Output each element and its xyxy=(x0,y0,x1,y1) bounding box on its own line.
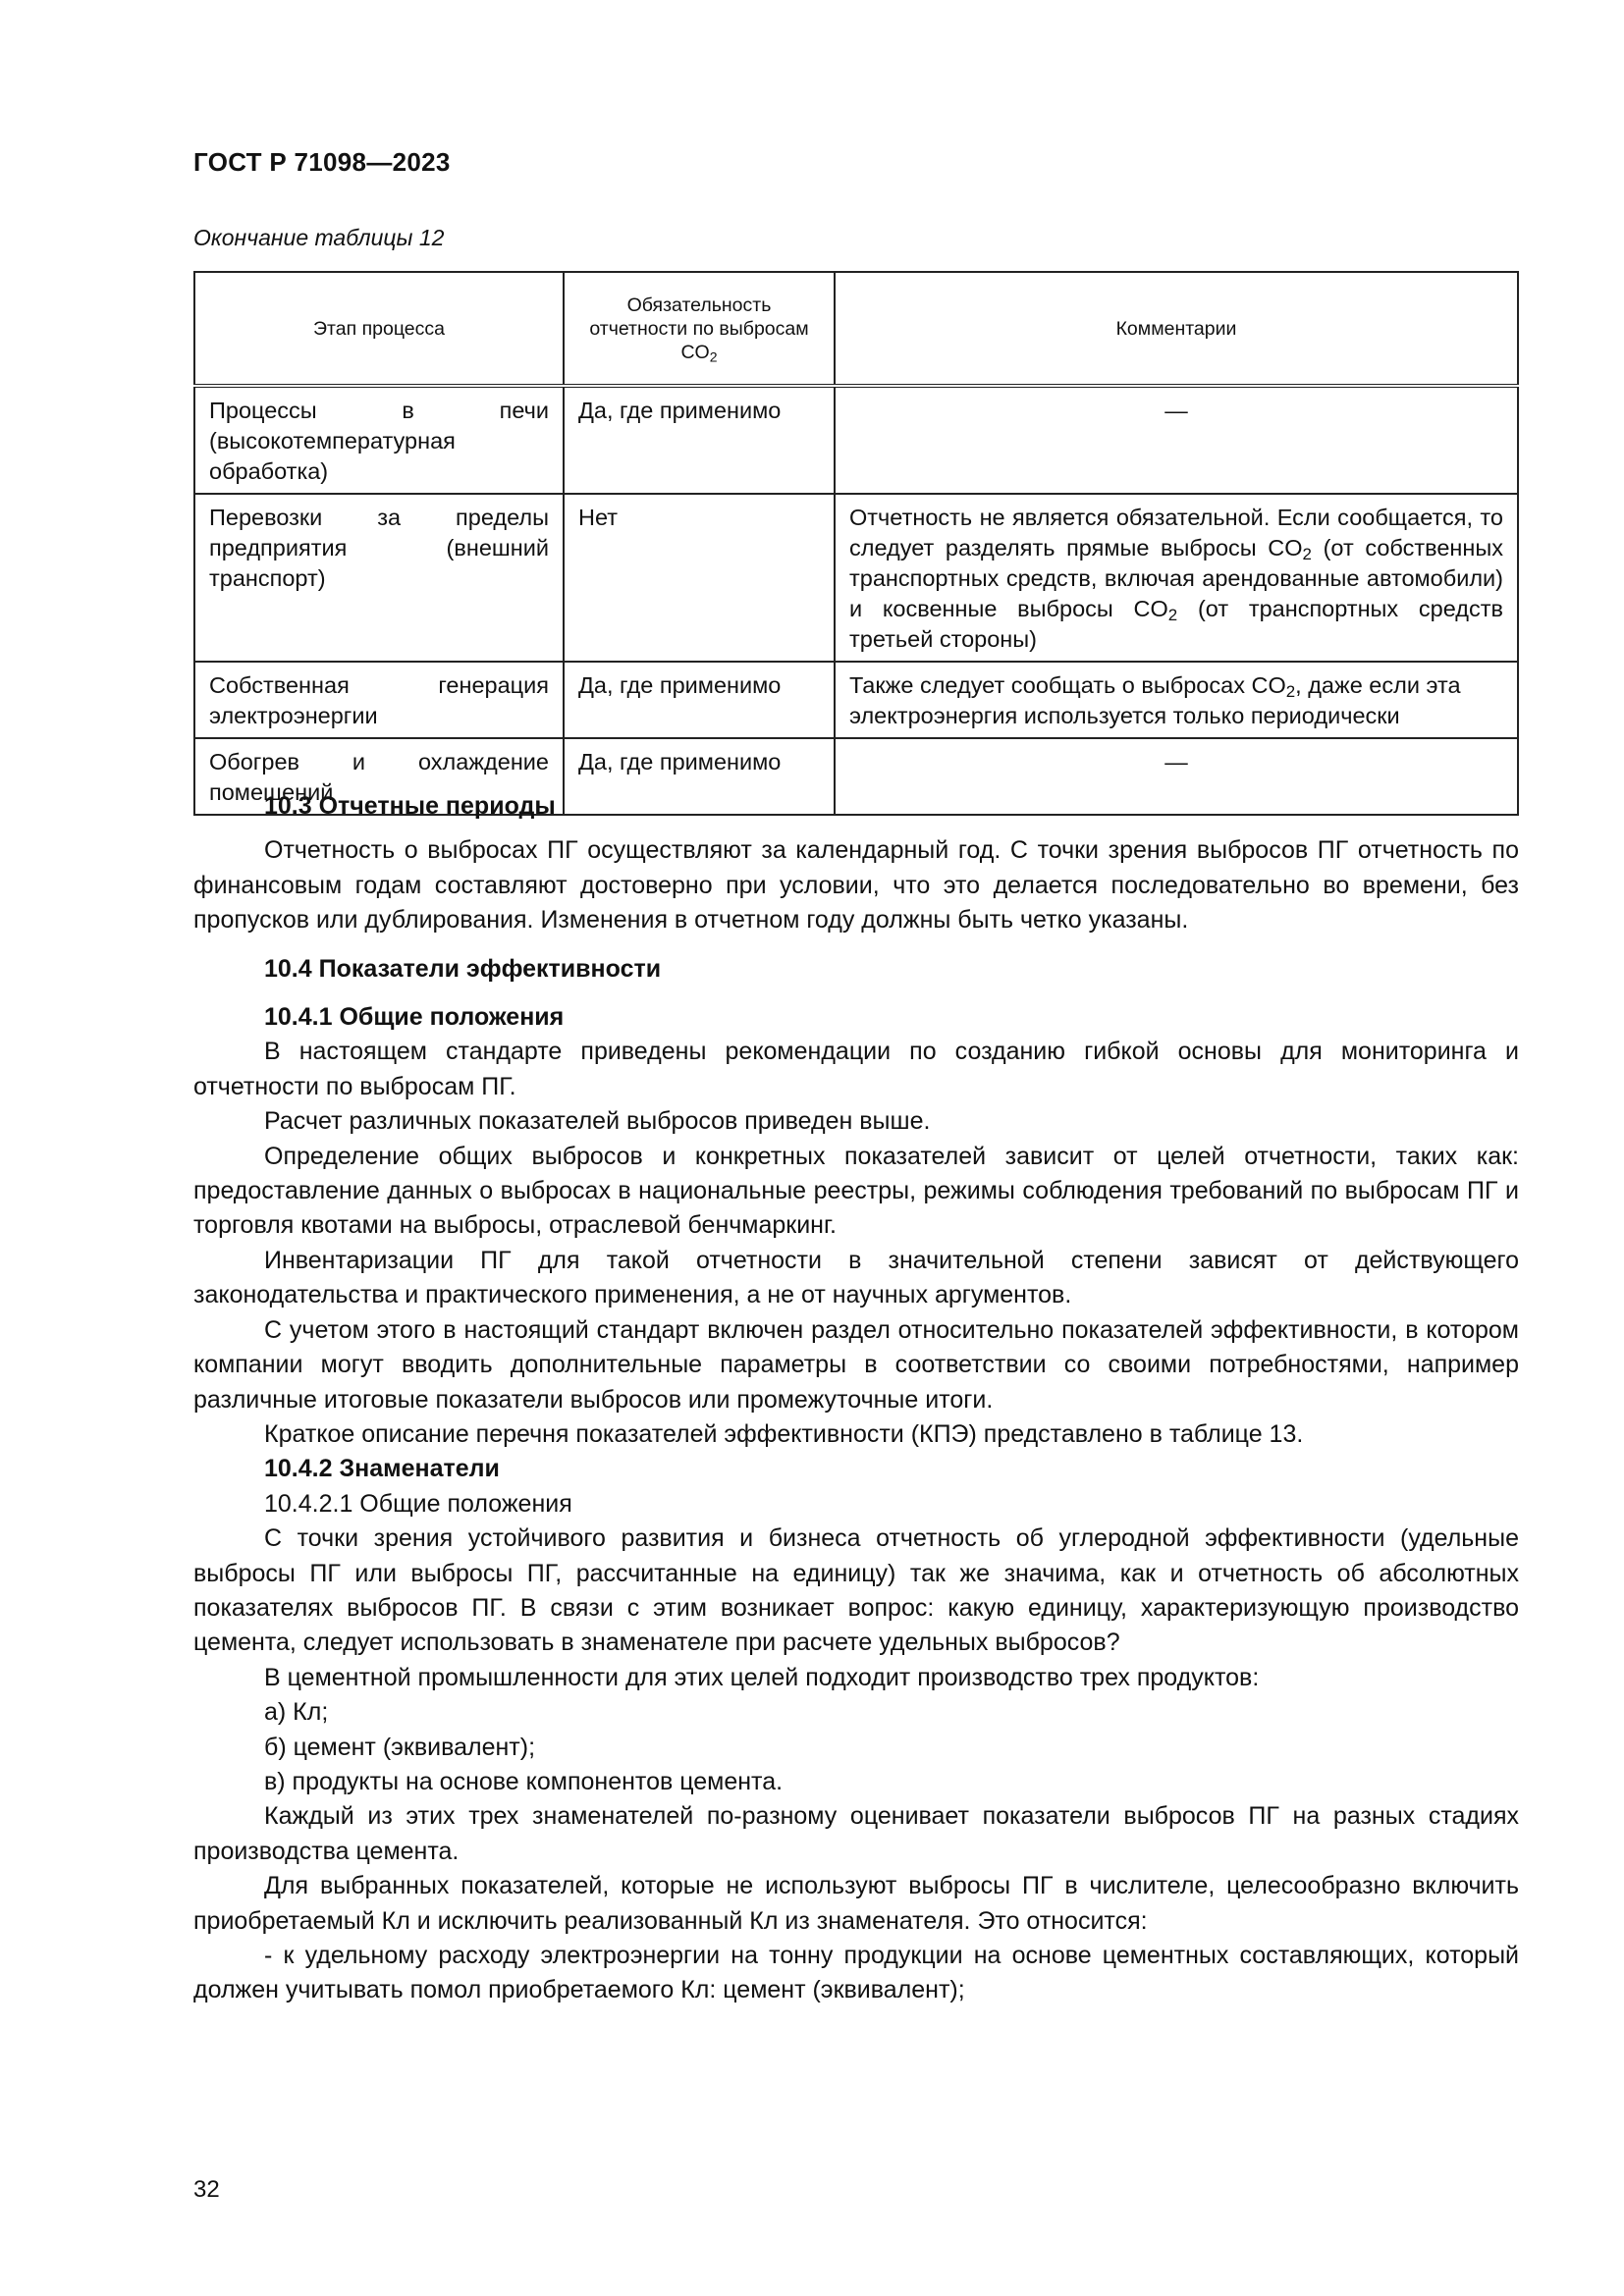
cell-mandatory: Нет xyxy=(564,494,835,662)
paragraph: В цементной промышленности для этих целей подходит производство трех продуктов: xyxy=(264,1663,1260,1691)
table-caption: Окончание таблицы 12 xyxy=(193,225,445,250)
cell-mandatory: Да, где применимо xyxy=(564,738,835,815)
table-12 xyxy=(193,271,1519,816)
list-item: б) цемент (эквивалент); xyxy=(264,1733,536,1761)
section-10-4-1-heading: 10.4.1 Общие положения xyxy=(264,1003,565,1032)
paragraph: С точки зрения устойчивого развития и бизнеса отчетность об углеродной эффективности (удельные выбросы ПГ или выбросы ПГ, рассчитанные на единицу) так же значима, как и отчетность об абсолютных показателях выбросов ПГ. В связи с этим возникает вопрос: какую единицу, характеризующую производство цемента, следует использовать в знаменателе при расчете удельных выбросов? xyxy=(193,1524,1519,1657)
section-10-4-2-heading: 10.4.2 Знаменатели xyxy=(264,1455,500,1483)
cell-comment: Также следует сообщать о выбросах $CO_2$, даже если эта электроэнергия используется только периодически xyxy=(835,662,1518,738)
col-header-mandatory: Обязательность отчетности по выбросам $CO_2$ xyxy=(564,272,835,386)
table-row xyxy=(194,494,1518,662)
paragraph: В настоящем стандарте приведены рекомендации по созданию гибкой основы для мониторинга и отчетности по выбросам ПГ. xyxy=(193,1038,1519,1100)
cell-stage: Обогрев и охлаждение помещений xyxy=(194,738,564,815)
table-header-row xyxy=(194,272,1518,386)
paragraph: Краткое описание перечня показателей эффективности (КПЭ) представлено в таблице 13. xyxy=(264,1419,1304,1448)
paragraph: Инвентаризации ПГ для такой отчетности в значительной степени зависят от действующего законодательства и практического применения, а не от научных аргументов. xyxy=(193,1246,1519,1309)
section-10-4-heading: 10.4 Показатели эффективности xyxy=(264,954,662,983)
cell-mandatory: Да, где применимо xyxy=(564,662,835,738)
paragraph: Отчетность о выбросах ПГ осуществляют за календарный год. С точки зрения выбросов ПГ отчетность по финансовым годам составляют достоверно при условии, что это делается последовательно во времени, без пропусков или дублирования. Изменения в отчетном году должны быть четко указаны. xyxy=(193,836,1519,934)
paragraph: С учетом этого в настоящий стандарт включен раздел относительно показателей эффективности, в котором компании могут вводить дополнительные параметры в соответствии со своими потребностями, например различные итоговые показатели выбросов или промежуточные итоги. xyxy=(193,1315,1519,1414)
paragraph: Расчет различных показателей выбросов приведен выше. xyxy=(264,1107,931,1136)
cell-comment: — xyxy=(835,386,1518,494)
cell-comment: Отчетность не является обязательной. Если сообщается, то следует разделять прямые выбросы $CO_2$ (от собственных транспортных средств, включая арендованные автомобили) и косвенные выбросы $CO_2$ (от транспортных средств третьей стороны) xyxy=(835,494,1518,662)
list-item: в) продукты на основе компонентов цемента. xyxy=(264,1767,784,1795)
paragraph: - к удельному расходу электроэнергии на тонну продукции на основе цементных составляющих, который должен учитывать помол приобретаемого Кл: цемент (эквивалент); xyxy=(193,1942,1519,2004)
cell-stage: Перевозки за пределы предприятия (внешний транспорт) xyxy=(194,494,564,662)
cell-comment: — xyxy=(835,738,1518,815)
document-code: ГОСТ Р 71098—2023 xyxy=(193,147,451,177)
section-10-4-2-1-heading: 10.4.2.1 Общие положения xyxy=(264,1489,572,1518)
list-item: а) Кл; xyxy=(264,1698,329,1727)
section-10-3-heading: 10.3 Отчетные периоды xyxy=(264,792,556,820)
paragraph: Определение общих выбросов и конкретных показателей зависит от целей отчетности, таких как: предоставление данных о выбросах в национальные реестры, режимы соблюдения требований по выбросам ПГ и торговля квотами на выбросы, отраслевой бенчмаркинг. xyxy=(193,1142,1519,1240)
table-row xyxy=(194,386,1518,494)
cell-stage: Собственная генерация электроэнергии xyxy=(194,662,564,738)
table-row xyxy=(194,662,1518,738)
document-body xyxy=(193,789,1519,2008)
paragraph: Для выбранных показателей, которые не используют выбросы ПГ в числителе, целесообразно включить приобретаемый Кл и исключить реализованный Кл из знаменателя. Это относится: xyxy=(193,1872,1519,1935)
paragraph: Каждый из этих трех знаменателей по-разному оценивает показатели выбросов ПГ на разных стадиях производства цемента. xyxy=(193,1802,1519,1865)
cell-mandatory: Да, где применимо xyxy=(564,386,835,494)
col-header-comments: Комментарии xyxy=(835,272,1518,386)
cell-stage: Процессы в печи (высокотемпературная обработка) xyxy=(194,386,564,494)
col-header-stage: Этап процесса xyxy=(194,272,564,386)
page-number: 32 xyxy=(193,2176,220,2203)
